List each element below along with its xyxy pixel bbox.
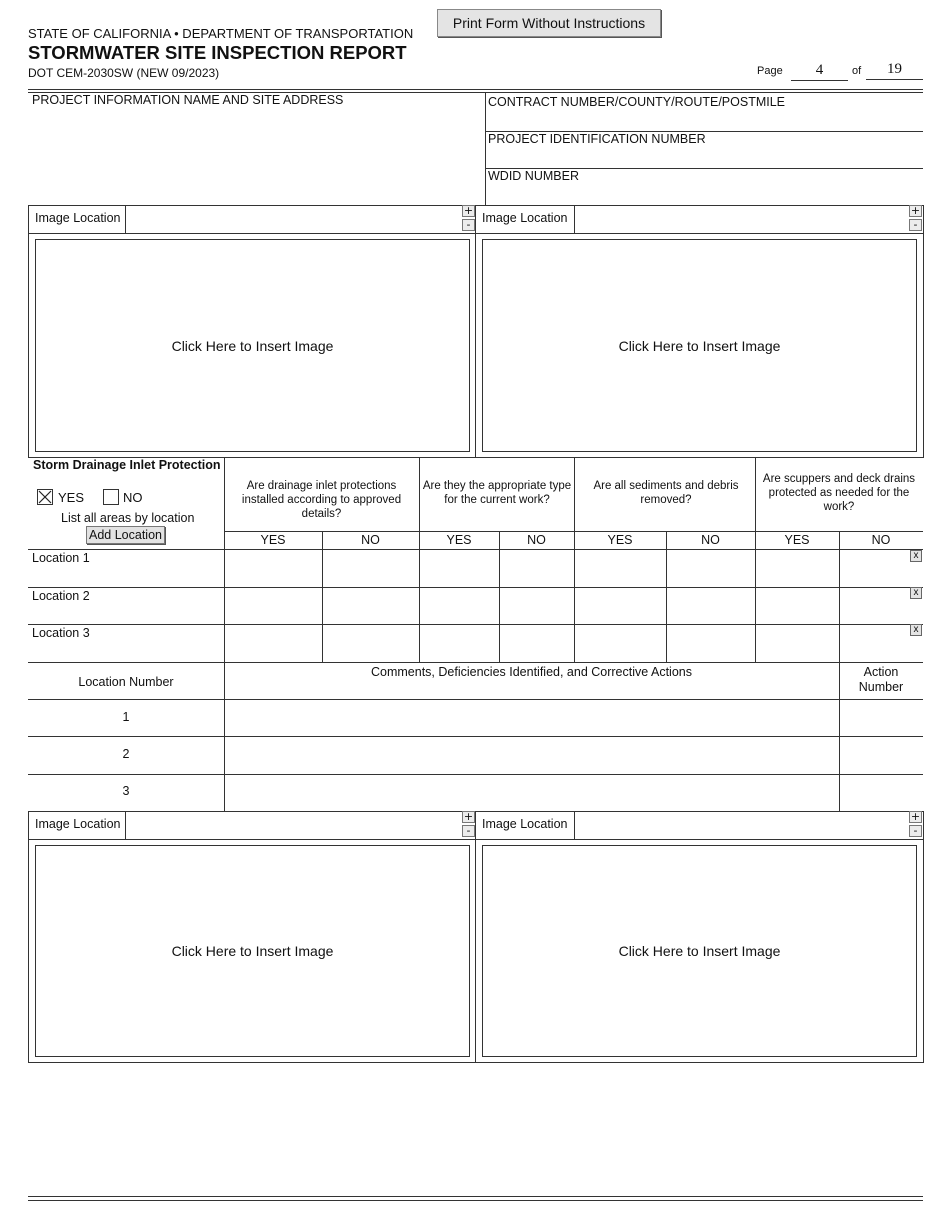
minus-icon[interactable]: -	[909, 825, 922, 837]
insert-image-button[interactable]: Click Here to Insert Image	[35, 239, 470, 452]
top-rule	[28, 89, 923, 90]
divider	[755, 458, 756, 663]
divider	[574, 205, 575, 233]
col-yes: YES	[446, 533, 472, 547]
divider	[28, 839, 924, 840]
divider	[28, 233, 924, 234]
divider	[574, 811, 575, 839]
image-location-label: Image Location	[35, 817, 121, 831]
yes-checkbox[interactable]	[37, 489, 53, 505]
question-3: Are all sediments and debris removed?	[593, 480, 739, 506]
comment-row-number: 3	[122, 784, 130, 798]
plus-icon[interactable]: +	[463, 204, 474, 217]
divider	[28, 662, 923, 663]
divider	[28, 774, 923, 775]
divider	[28, 549, 923, 550]
form-title: STORMWATER SITE INSPECTION REPORT	[28, 42, 407, 63]
col-yes: YES	[260, 533, 286, 547]
of-label: of	[852, 65, 862, 77]
image-location-label: Image Location	[482, 817, 568, 831]
no-label: NO	[123, 490, 143, 505]
location-label: Location 1	[32, 551, 90, 565]
project-divider	[485, 92, 486, 205]
col-yes: YES	[607, 533, 633, 547]
divider	[28, 624, 923, 625]
question-2: Are they the appropriate type for the current work?	[422, 480, 572, 506]
minus-icon[interactable]: -	[909, 219, 922, 231]
comments-header: Comments, Deficiencies Identified, and Corrective Actions	[371, 665, 692, 679]
col-no: NO	[871, 533, 891, 547]
divider	[322, 531, 323, 663]
image-location-field[interactable]	[127, 207, 457, 231]
remove-location-icon[interactable]: x	[910, 624, 922, 636]
project-id-label: PROJECT IDENTIFICATION NUMBER	[488, 132, 706, 146]
insert-image-button[interactable]: Click Here to Insert Image	[35, 845, 470, 1057]
insert-image-button[interactable]: Click Here to Insert Image	[482, 239, 917, 452]
page-total-field[interactable]: 19	[866, 59, 923, 80]
print-form-button[interactable]: Print Form Without Instructions	[437, 9, 661, 37]
wdid-label: WDID NUMBER	[488, 169, 579, 183]
divider	[499, 531, 500, 663]
col-no: NO	[701, 533, 720, 547]
action-number-header: Action Number	[858, 665, 904, 694]
col-no: NO	[361, 533, 380, 547]
image-location-label: Image Location	[35, 211, 121, 225]
agency-line: STATE OF CALIFORNIA • DEPARTMENT OF TRANSPORTATION	[28, 26, 414, 41]
project-id-field[interactable]	[488, 147, 918, 167]
divider	[125, 205, 126, 233]
divider	[419, 458, 420, 663]
insert-image-button[interactable]: Click Here to Insert Image	[482, 845, 917, 1057]
plus-icon[interactable]: +	[910, 204, 921, 217]
divider	[574, 458, 575, 663]
divider	[28, 699, 923, 700]
form-id: DOT CEM-2030SW (NEW 09/2023)	[28, 66, 220, 80]
col-yes: YES	[784, 533, 810, 547]
add-location-button[interactable]: Add Location	[86, 526, 165, 544]
page-label: Page	[757, 65, 783, 77]
contract-number-label: CONTRACT NUMBER/COUNTY/ROUTE/POSTMILE	[488, 95, 786, 109]
divider	[224, 531, 923, 532]
image-location-field[interactable]	[127, 813, 457, 837]
wdid-field[interactable]	[488, 184, 918, 204]
location-label: Location 3	[32, 626, 90, 640]
image-location-field[interactable]	[576, 207, 906, 231]
plus-icon[interactable]: +	[463, 810, 474, 823]
plus-icon[interactable]: +	[910, 810, 921, 823]
divider	[839, 531, 840, 663]
remove-location-icon[interactable]: x	[910, 587, 922, 599]
bottom-rule-inner	[28, 1200, 923, 1201]
col-no: NO	[527, 533, 546, 547]
list-instruction: List all areas by location	[61, 511, 195, 525]
no-checkbox[interactable]	[103, 489, 119, 505]
divider	[28, 587, 923, 588]
page-number-field[interactable]: 4	[791, 60, 848, 81]
contract-number-field[interactable]	[488, 110, 918, 130]
image-location-label: Image Location	[482, 211, 568, 225]
project-info-label: PROJECT INFORMATION NAME AND SITE ADDRESS	[32, 93, 344, 107]
divider	[666, 531, 667, 663]
question-1: Are drainage inlet protections installed according to approved details?	[241, 480, 402, 520]
check-x-icon	[38, 490, 52, 504]
divider	[475, 811, 476, 1063]
minus-icon[interactable]: -	[462, 825, 475, 837]
location-label: Location 2	[32, 589, 90, 603]
question-4: Are scuppers and deck drains protected as needed for the work?	[762, 473, 916, 513]
divider	[475, 205, 476, 458]
section-title: Storm Drainage Inlet Protection	[33, 458, 221, 472]
bottom-rule	[28, 1196, 923, 1197]
comment-row-number: 1	[122, 710, 130, 724]
divider	[125, 811, 126, 839]
image-location-field[interactable]	[576, 813, 906, 837]
project-info-field[interactable]	[30, 110, 480, 200]
divider	[28, 736, 923, 737]
minus-icon[interactable]: -	[462, 219, 475, 231]
location-number-header: Location Number	[78, 675, 174, 689]
remove-location-icon[interactable]: x	[910, 550, 922, 562]
yes-label: YES	[58, 490, 85, 505]
comment-row-number: 2	[122, 747, 130, 761]
